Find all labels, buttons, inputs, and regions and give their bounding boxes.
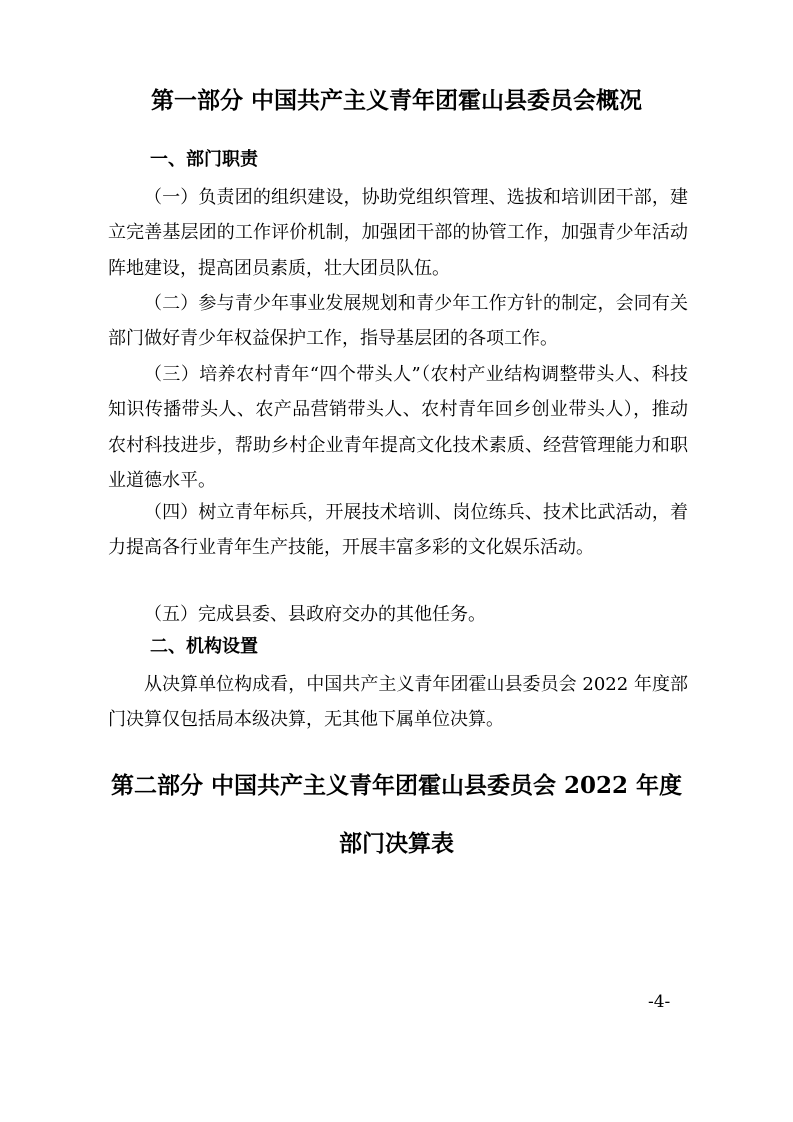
- duty-item-4: （四）树立青年标兵，开展技术培训、岗位练兵、技术比武活动，着力提高各行业青年生产技能，开展丰富多彩的文化娱乐活动。: [108, 502, 688, 559]
- duty-item-3: （三）培养农村青年“四个带头人”（农村产业结构调整带头人、科技知识传播带头人、农产品营销带头人、农村青年回乡创业带头人），推动农村科技进步，帮助乡村企业青年提高文化技术素质、经营管理能力和职业道德水平。: [108, 364, 688, 492]
- part-one-title: 第一部分 中国共产主义青年团霍山县委员会概况: [150, 87, 642, 114]
- organization-text: 从决算单位构成看，中国共产主义青年团霍山县委员会 2022 年度部门决算仅包括局本级决算，无其他下属单位决算。: [108, 674, 688, 731]
- duty-item-2: （二）参与青少年事业发展规划和青少年工作方针的制定，会同有关部门做好青少年权益保护工作，指导基层团的各项工作。: [108, 293, 688, 350]
- duty-item-1: （一）负责团的组织建设，协助党组织管理、选拔和培训团干部，建立完善基层团的工作评价机制，加强团干部的协管工作，加强青少年活动阵地建设，提高团员素质，壮大团员队伍。: [108, 187, 688, 279]
- section-heading-duties: 一、部门职责: [150, 149, 258, 170]
- section-heading-organization: 二、机构设置: [150, 636, 258, 657]
- part-two-title-line2: 部门决算表: [339, 830, 454, 857]
- duty-item-5: （五）完成县委、县政府交办的其他任务。: [144, 604, 486, 625]
- part-two-title-line1: 第二部分 中国共产主义青年团霍山县委员会 2022 年度: [110, 772, 683, 799]
- page-number: -4-: [648, 992, 671, 1012]
